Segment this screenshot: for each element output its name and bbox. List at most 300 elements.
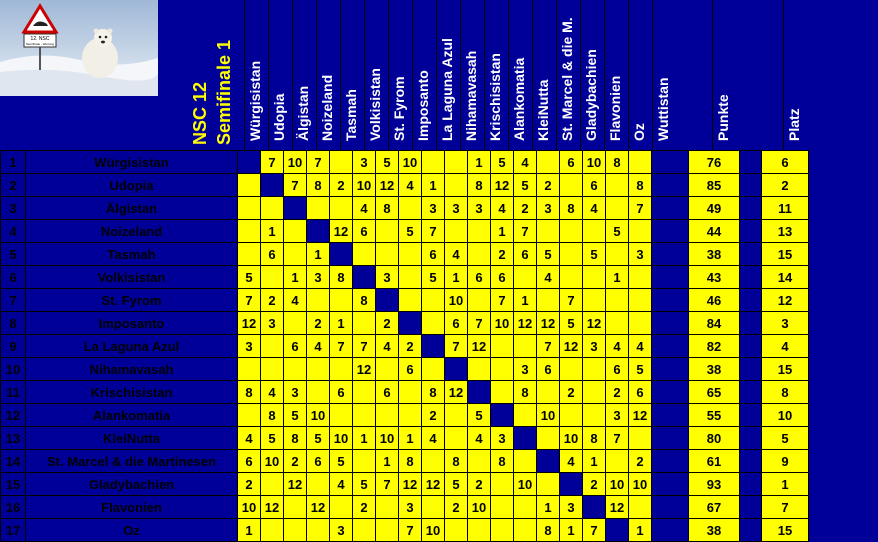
column-header [364,0,388,147]
score-cell: 6 [261,243,284,266]
polar-bear-logo [0,0,158,96]
header-divider [244,0,245,150]
score-cell: 1 [537,496,560,519]
points-cell: 76 [689,151,740,174]
score-cell [583,220,606,243]
score-cell: 2 [261,289,284,312]
spacer [740,335,762,358]
score-cell [422,450,445,473]
score-cell [629,289,652,312]
score-cell: 8 [261,404,284,427]
row-number: 1 [1,151,26,174]
score-cell: 4 [399,174,422,197]
table-row [1,381,809,404]
column-header-label: Noizeland [319,74,335,141]
score-cell: 3 [583,335,606,358]
table-row [1,243,809,266]
place-cell: 15 [762,358,809,381]
header-divider [580,0,581,150]
header-divider [508,0,509,150]
score-cell [261,519,284,542]
score-cell [261,335,284,358]
place-header-label: Platz [786,108,802,141]
row-number: 5 [1,243,26,266]
score-cell: 1 [353,427,376,450]
score-cell: 1 [445,266,468,289]
score-cell: 2 [514,197,537,220]
table-row [1,266,809,289]
score-cell [468,289,491,312]
score-cell: 12 [583,312,606,335]
score-cell: 1 [583,450,606,473]
score-cell: 6 [422,243,445,266]
score-cell: 2 [330,174,353,197]
spacer [740,427,762,450]
score-cell [399,243,422,266]
header-divider [484,0,485,150]
header-divider [712,0,713,150]
spacer [740,243,762,266]
score-cell [468,450,491,473]
place-cell: 15 [762,243,809,266]
score-cell [261,266,284,289]
score-cell: 3 [606,404,629,427]
column-header-label: Krischisistan [487,53,503,141]
header-divider [340,0,341,150]
diagonal-cell [583,496,606,519]
score-cell: 5 [468,404,491,427]
title-line-1: NSC 12 [190,81,210,145]
score-cell [422,151,445,174]
column-header-label: Älgistan [295,85,311,141]
score-cell: 1 [606,266,629,289]
score-cell: 7 [399,519,422,542]
score-cell [376,496,399,519]
table-row [1,197,809,220]
score-cell [560,266,583,289]
score-cell: 2 [445,496,468,519]
header-divider [412,0,413,150]
spacer [652,381,689,404]
score-cell: 2 [468,473,491,496]
points-cell: 46 [689,289,740,312]
score-cell [583,358,606,381]
score-cell: 10 [583,151,606,174]
row-number: 9 [1,335,26,358]
score-cell: 6 [330,381,353,404]
score-cell: 6 [307,450,330,473]
score-cell: 6 [284,335,307,358]
score-cell: 5 [491,151,514,174]
score-cell [537,427,560,450]
score-cell [491,519,514,542]
column-header-label: Würgisistan [247,60,263,141]
score-cell: 5 [445,473,468,496]
points-cell: 65 [689,381,740,404]
column-header-label: KleiNutta [535,79,551,141]
diagonal-cell [261,174,284,197]
score-cell [376,220,399,243]
score-cell: 8 [514,381,537,404]
row-number: 7 [1,289,26,312]
score-cell: 7 [284,174,307,197]
place-cell: 1 [762,473,809,496]
score-cell: 2 [606,381,629,404]
score-cell [629,312,652,335]
score-cell: 1 [422,174,445,197]
score-cell: 3 [284,381,307,404]
table-row [1,427,809,450]
score-cell [514,335,537,358]
score-cell [514,519,537,542]
score-cell: 8 [353,289,376,312]
country-name: Gladybachien [26,473,238,496]
score-cell [238,174,261,197]
diagonal-cell [514,427,537,450]
score-cell: 2 [238,473,261,496]
country-name: St. Fyrom [26,289,238,312]
column-header [292,0,316,147]
column-header [604,0,628,147]
row-number: 14 [1,450,26,473]
points-cell: 67 [689,496,740,519]
score-cell: 8 [583,427,606,450]
points-cell: 82 [689,335,740,358]
country-name: La Laguna Azul [26,335,238,358]
diagonal-cell [353,266,376,289]
score-cell [537,220,560,243]
score-cell [307,197,330,220]
score-cell: 2 [560,381,583,404]
spacer [652,450,689,473]
points-cell: 49 [689,197,740,220]
header-divider [652,0,653,150]
score-cell: 12 [284,473,307,496]
score-cell [261,197,284,220]
row-number: 12 [1,404,26,427]
spacer [652,151,689,174]
score-cell: 6 [560,151,583,174]
country-name: Würgisistan [26,151,238,174]
score-cell: 12 [629,404,652,427]
diagonal-cell [606,519,629,542]
column-header-label: Flavonien [607,75,623,141]
spacer [652,404,689,427]
diagonal-cell [238,151,261,174]
score-cell [238,404,261,427]
logo-sign-text: 12. NSC [30,36,50,42]
header-divider [556,0,557,150]
score-cell: 12 [606,496,629,519]
score-cell: 5 [583,243,606,266]
score-cell: 6 [445,312,468,335]
score-cell: 10 [560,427,583,450]
score-cell: 4 [606,335,629,358]
column-header [436,0,460,147]
header-divider [532,0,533,150]
header-divider [268,0,269,150]
score-cell [307,519,330,542]
spacer [740,496,762,519]
score-cell: 10 [376,427,399,450]
points-cell: 38 [689,243,740,266]
header-divider [604,0,605,150]
score-cell [399,197,422,220]
score-cell: 1 [468,151,491,174]
spacer [740,450,762,473]
score-cell [583,289,606,312]
score-cell: 2 [353,496,376,519]
score-cell: 5 [261,427,284,450]
score-cell [284,312,307,335]
header-divider [460,0,461,150]
score-cell: 6 [399,358,422,381]
column-header [556,0,580,147]
score-cell: 8 [491,450,514,473]
score-cell: 8 [560,197,583,220]
score-cell [376,519,399,542]
score-cell: 10 [606,473,629,496]
column-header-label: Tasmah [343,89,359,141]
score-cell: 4 [537,266,560,289]
score-cell [261,358,284,381]
score-cell [399,381,422,404]
country-name: St. Marcel & die Martinesen [26,450,238,473]
score-cell [468,358,491,381]
score-cell: 7 [560,289,583,312]
score-cell: 2 [491,243,514,266]
score-cell [491,473,514,496]
diagonal-cell [422,335,445,358]
score-table [0,150,809,542]
spacer [652,174,689,197]
diagonal-cell [399,312,422,335]
table-row [1,496,809,519]
row-number: 13 [1,427,26,450]
place-cell: 3 [762,312,809,335]
score-cell: 3 [629,243,652,266]
spacer [652,335,689,358]
score-cell: 6 [514,243,537,266]
score-cell [606,174,629,197]
row-number: 3 [1,197,26,220]
spacer [740,266,762,289]
column-header [580,0,604,147]
score-cell: 2 [537,174,560,197]
place-cell: 6 [762,151,809,174]
score-cell: 8 [606,151,629,174]
table-row [1,519,809,542]
score-cell [468,220,491,243]
table-row [1,473,809,496]
score-cell: 6 [583,174,606,197]
place-header [783,0,833,147]
score-cell [307,358,330,381]
score-cell: 5 [629,358,652,381]
score-cell [514,496,537,519]
table-row [1,174,809,197]
score-cell: 4 [514,151,537,174]
score-cell [629,220,652,243]
score-cell: 6 [376,381,399,404]
score-cell [330,358,353,381]
score-cell: 6 [629,381,652,404]
score-cell [537,381,560,404]
score-cell: 4 [629,335,652,358]
score-cell: 7 [445,335,468,358]
score-cell: 3 [376,266,399,289]
header-divider [783,0,784,150]
score-cell: 10 [284,151,307,174]
column-header-label: Volkisistan [367,68,383,141]
score-cell: 5 [399,220,422,243]
score-cell: 12 [491,174,514,197]
score-cell: 1 [560,519,583,542]
country-name: Oz [26,519,238,542]
score-cell: 10 [399,151,422,174]
logo-sign-text-2: Semifinale - Wertung [26,42,54,46]
score-cell [606,289,629,312]
score-cell: 4 [330,473,353,496]
table-row [1,358,809,381]
spacer [740,381,762,404]
score-cell: 8 [376,197,399,220]
place-cell: 5 [762,427,809,450]
place-cell: 11 [762,197,809,220]
points-cell: 38 [689,519,740,542]
score-cell [560,220,583,243]
spacer [652,266,689,289]
score-cell: 6 [353,220,376,243]
score-cell [330,289,353,312]
score-cell: 4 [445,243,468,266]
score-cell [330,404,353,427]
country-name: Udopia [26,174,238,197]
score-cell: 3 [307,266,330,289]
diagonal-cell [537,450,560,473]
score-cell [284,220,307,243]
spacer [652,473,689,496]
score-cell: 8 [399,450,422,473]
country-name: Noizeland [26,220,238,243]
score-cell [330,197,353,220]
column-header [532,0,556,147]
points-cell: 93 [689,473,740,496]
diagonal-cell [330,243,353,266]
score-cell: 10 [537,404,560,427]
points-header [712,0,762,147]
score-cell: 4 [560,450,583,473]
column-header-label: Udopia [271,93,287,141]
column-header-label: Alankomatia [511,57,527,141]
score-cell: 5 [238,266,261,289]
row-number: 2 [1,174,26,197]
diagonal-cell [445,358,468,381]
score-cell [491,335,514,358]
score-cell: 1 [238,519,261,542]
score-cell [284,496,307,519]
score-cell [399,289,422,312]
score-cell: 12 [307,496,330,519]
score-cell [238,358,261,381]
points-cell: 61 [689,450,740,473]
score-cell: 1 [629,519,652,542]
column-header [388,0,412,147]
score-cell: 6 [537,358,560,381]
score-cell: 1 [261,220,284,243]
score-cell: 12 [353,358,376,381]
score-cell: 3 [514,358,537,381]
diagonal-cell [468,381,491,404]
spacer [652,519,689,542]
diagonal-cell [307,220,330,243]
score-cell: 7 [491,289,514,312]
score-cell [560,174,583,197]
score-cell: 5 [353,473,376,496]
header-divider [628,0,629,150]
score-cell: 8 [307,174,330,197]
score-cell [376,404,399,427]
table-row [1,335,809,358]
column-header-label: Nihamavasah [463,50,479,141]
score-cell: 7 [238,289,261,312]
score-cell [284,519,307,542]
points-cell: 85 [689,174,740,197]
score-cell [353,243,376,266]
diagonal-cell [560,473,583,496]
score-cell: 12 [399,473,422,496]
score-cell: 4 [376,335,399,358]
score-cell: 6 [606,358,629,381]
spacer [740,151,762,174]
score-cell: 6 [468,266,491,289]
score-cell: 7 [376,473,399,496]
score-cell: 10 [629,473,652,496]
spacer [652,496,689,519]
country-name: Alankomatia [26,404,238,427]
score-cell [606,197,629,220]
score-cell: 8 [330,266,353,289]
diagonal-cell [376,289,399,312]
diagonal-cell [284,197,307,220]
score-cell: 1 [399,427,422,450]
score-cell: 12 [560,335,583,358]
score-cell: 3 [560,496,583,519]
score-cell [307,473,330,496]
score-cell [307,381,330,404]
score-cell [353,519,376,542]
score-cell [491,496,514,519]
row-number: 10 [1,358,26,381]
score-cell: 7 [514,220,537,243]
header-divider [436,0,437,150]
spacer [652,289,689,312]
score-cell: 2 [376,312,399,335]
row-number: 17 [1,519,26,542]
score-cell: 10 [491,312,514,335]
score-cell: 2 [583,473,606,496]
points-cell: 38 [689,358,740,381]
score-cell [238,197,261,220]
score-cell: 1 [514,289,537,312]
score-cell: 12 [537,312,560,335]
score-cell: 10 [238,496,261,519]
score-cell: 4 [238,427,261,450]
spacer [740,197,762,220]
score-cell: 4 [284,289,307,312]
score-cell [491,381,514,404]
score-cell [629,427,652,450]
